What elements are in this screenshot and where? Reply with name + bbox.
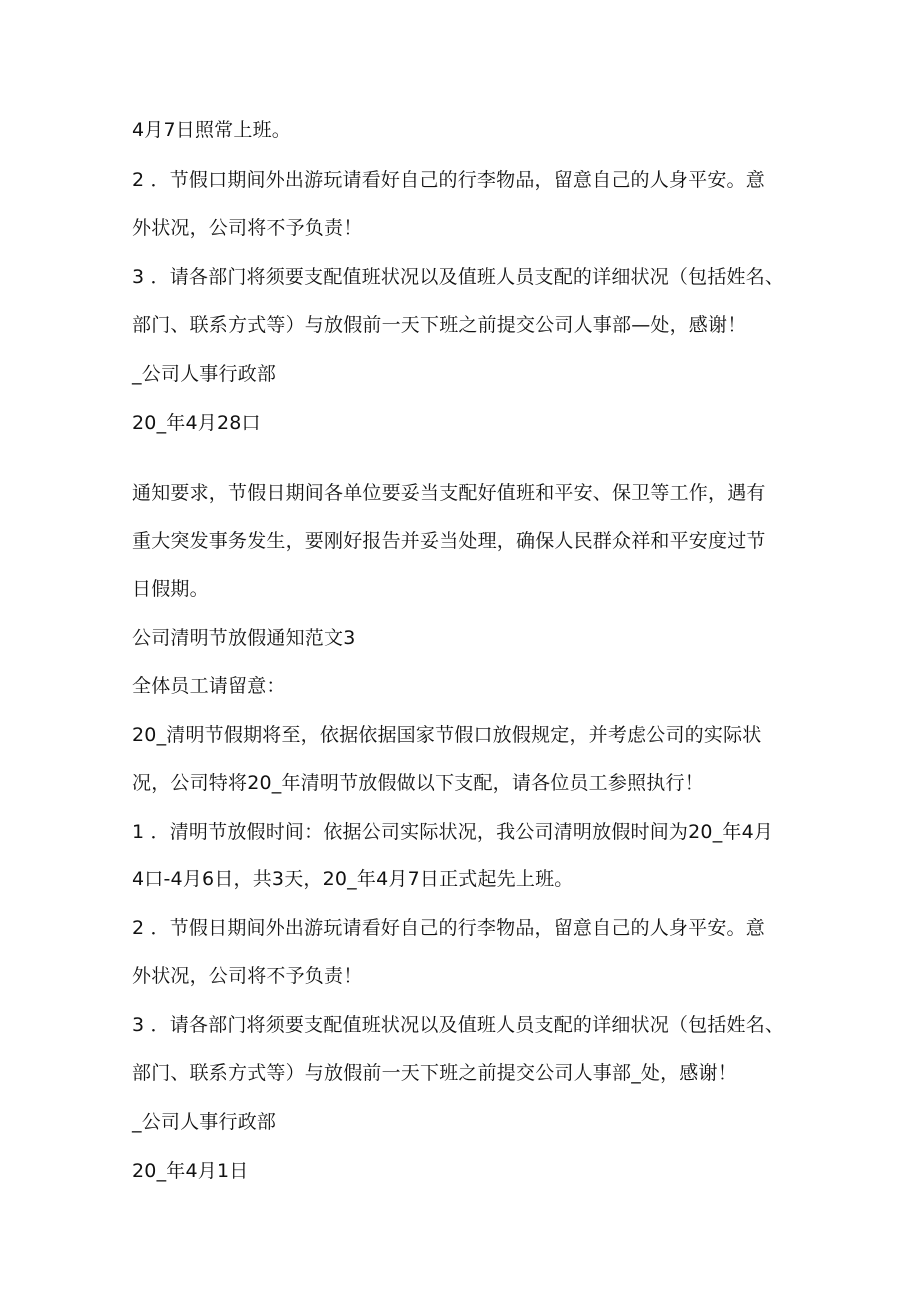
text-line: 日假期。 [132,578,209,600]
section-heading: 公司清明节放假通知范文3 [132,627,356,649]
text-line: 4口-4月6日，共3天，20_年4月7日正式起先上班。 [132,868,574,890]
text-line: 3 ．请各部门将须要支配值班状况以及值班人员支配的详细状况（包括姓名、 [132,266,785,288]
text-line: 通知要求，节假日期间各单位要妥当支配好值班和平安、保卫等工作，遇有 [132,482,766,504]
text-line: 况，公司特将20_年清明节放假做以下支配，请各位员工参照执行！ [132,772,704,794]
text-line: 4月7日照常上班。 [132,119,291,141]
text-line: _公司人事行政部 [132,363,277,385]
text-line: 20_清明节假期将至，依据依据国家节假口放假规定，并考虑公司的实际状 [132,724,762,746]
text-line: 3 ．请各部门将须要支配值班状况以及值班人员支配的详细状况（包括姓名、 [132,1014,785,1036]
text-line: 全体员工请留意： [132,675,286,697]
text-line: 部门、联系方式等）与放假前一天下班之前提交公司人事部_处，感谢！ [132,1062,737,1084]
text-line: 外状况，公司将不予负责！ [132,965,363,987]
text-line: 20_年4月1日 [132,1160,249,1182]
text-line: 外状况，公司将不予负责！ [132,217,363,239]
text-line: 1 ．清明节放假时间：依据公司实际状况，我公司清明放假时间为20_年4月 [132,821,774,843]
text-line: 2 ．节假口期间外出游玩请看好自己的行李物品，留意自己的人身平安。意 [132,169,765,191]
text-line: 部门、联系方式等）与放假前一天下班之前提交公司人事部—处，感谢！ [132,314,747,336]
text-line: 2 ．节假日期间外出游玩请看好自己的行李物品，留意自己的人身平安。意 [132,917,765,939]
text-line: _公司人事行政部 [132,1111,277,1133]
text-line: 20_年4月28口 [132,412,261,434]
text-line: 重大突发事务发生，要刚好报告并妥当处理，确保人民群众祥和平安度过节 [132,530,766,552]
